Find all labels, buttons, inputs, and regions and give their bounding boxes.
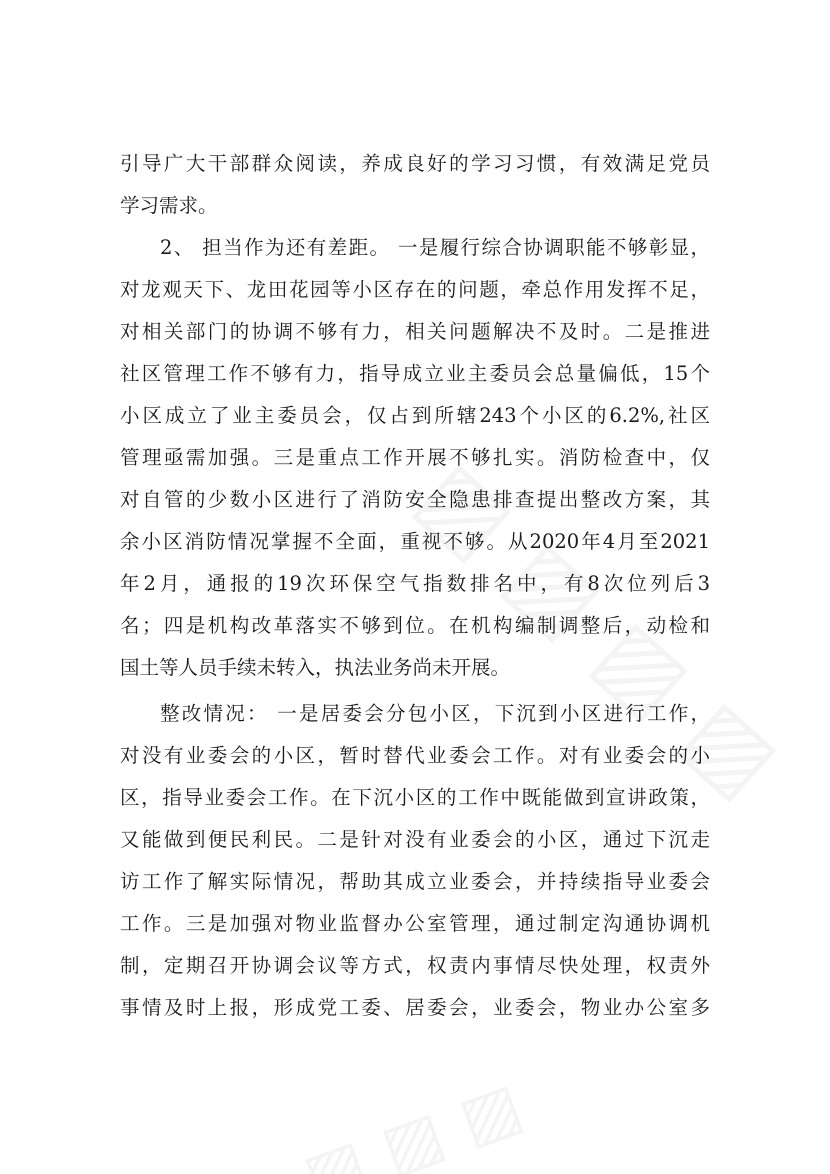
paragraph-line: 对相关部门的协调不够有力，相关问题解决不及时。二是推进 bbox=[120, 320, 710, 343]
watermark-bottom bbox=[294, 1069, 532, 1174]
paragraph-line: 国土等人员手续未转入，执法业务尚未开展。 bbox=[120, 656, 511, 679]
paragraph-line: 对自管的少数小区进行了消防安全隐患排查提出整改方案，其 bbox=[120, 488, 710, 511]
paragraph-line: 制，定期召开协调会议等方式，权责内事情尽快处理，权责外 bbox=[120, 954, 710, 977]
paragraph-line: 学习需求。 bbox=[120, 194, 218, 217]
paragraph-line: 管理亟需加强。三是重点工作开展不够扎实。消防检查中，仅 bbox=[120, 446, 710, 469]
paragraph-line: 区，指导业委会工作。在下沉小区的工作中既能做到宣讲政策， bbox=[120, 786, 710, 809]
paragraph-line: 对没有业委会的小区，暂时替代业委会工作。对有业委会的小 bbox=[120, 744, 710, 767]
paragraph-line: 工作。三是加强对物业监督办公室管理，通过制定沟通协调机 bbox=[120, 912, 710, 935]
paragraph-line: 对龙观天下、龙田花园等小区存在的问题，牵总作用发挥不足， bbox=[120, 278, 710, 301]
paragraph-line: 2、 担当作为还有差距。 一是履行综合协调职能不够彰显， bbox=[160, 236, 710, 259]
paragraph-line: 访工作了解实际情况，帮助其成立业委会，并持续指导业委会 bbox=[120, 870, 710, 893]
paragraph-line: 小区成立了业主委员会，仅占到所辖243个小区的6.2%,社区 bbox=[120, 404, 710, 427]
paragraph-line: 又能做到便民利民。二是针对没有业委会的小区，通过下沉走 bbox=[120, 828, 710, 851]
paragraph-line: 余小区消防情况掌握不全面，重视不够。从2020年4月至2021 bbox=[120, 530, 710, 553]
paragraph-line: 整改情况： 一是居委会分包小区，下沉到小区进行工作， bbox=[160, 702, 710, 725]
paragraph-line: 引导广大干部群众阅读，养成良好的学习习惯，有效满足党员 bbox=[120, 152, 710, 175]
paragraph-line: 社区管理工作不够有力，指导成立业主委员会总量偏低，15个 bbox=[120, 362, 710, 385]
paragraph-line: 事情及时上报，形成党工委、居委会，业委会，物业办公室多 bbox=[120, 996, 710, 1019]
paragraph-line: 名；四是机构改革落实不够到位。在机构编制调整后，动检和 bbox=[120, 614, 710, 637]
paragraph-line: 年2月，通报的19次环保空气指数排名中，有8次位列后3 bbox=[120, 572, 710, 595]
